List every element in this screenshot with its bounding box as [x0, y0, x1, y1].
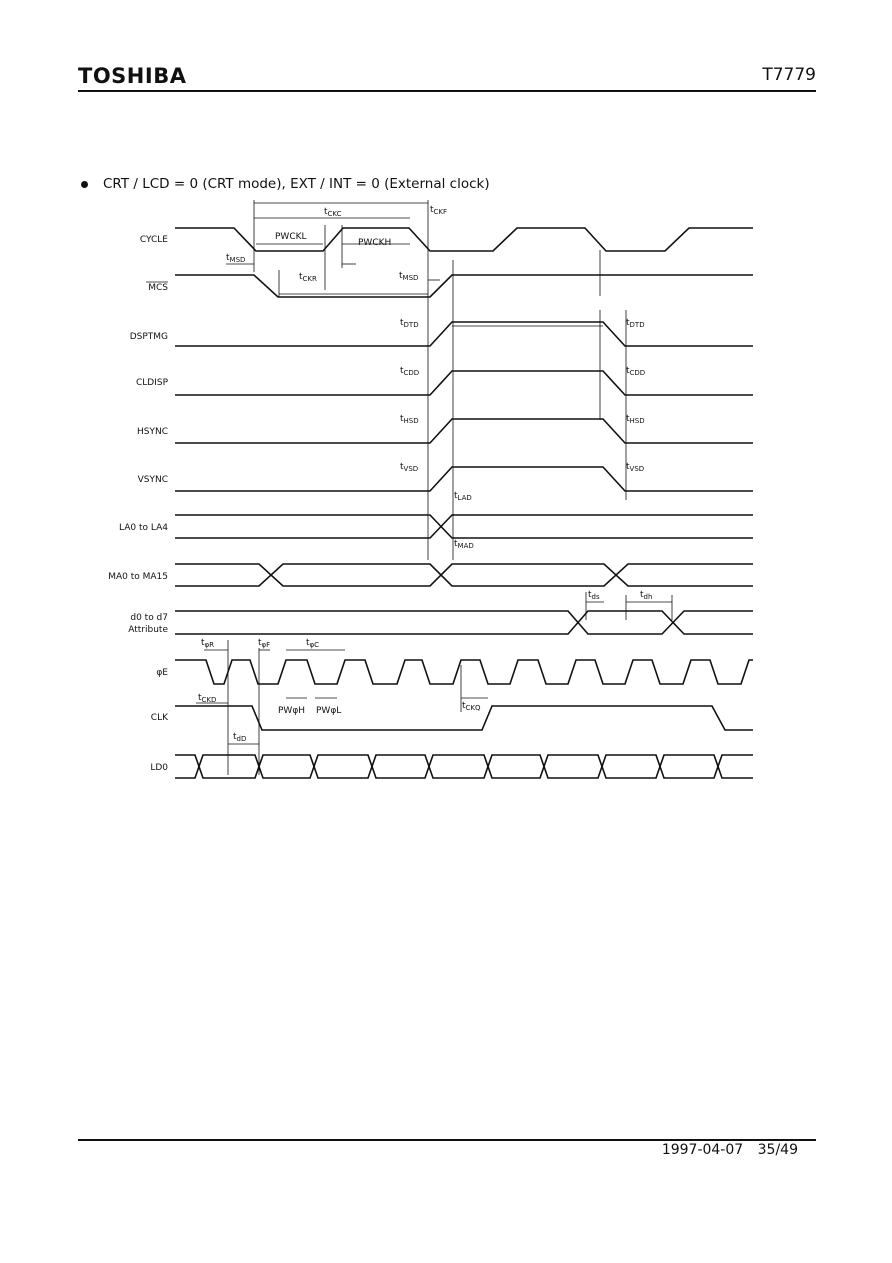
tckr-label: $t_{CKR}$ — [299, 272, 317, 283]
wave-la-bot — [175, 515, 753, 538]
tckc-label: $t_{CKC}$ — [324, 207, 342, 218]
tckd-label: $t_{CKD}$ — [198, 693, 217, 704]
tcdd2-label: $t_{CDD}$ — [626, 366, 646, 377]
footer-rule — [78, 1139, 816, 1141]
tmsd2-label: $t_{MSD}$ — [399, 271, 419, 282]
thsd2-label: $t_{HSD}$ — [626, 414, 645, 425]
wave-vsync — [175, 467, 753, 491]
tdh-label: $t_{dh}$ — [640, 590, 653, 601]
dimension-lines — [196, 203, 672, 744]
page-footer — [662, 1142, 798, 1158]
wave-hsync — [175, 419, 753, 443]
part-number: T7779 — [762, 65, 816, 85]
label-hsync: HSYNC — [137, 427, 168, 437]
tdd-label: $t_{dD}$ — [233, 732, 247, 743]
pwphil-label: PWφL — [316, 706, 342, 716]
pwckl-label: PWCKL — [275, 232, 307, 242]
tphif-label: $t_{\varphi F}$ — [258, 638, 271, 649]
wave-cldisp — [175, 371, 753, 395]
wave-mcs — [175, 275, 753, 297]
label-phie: φE — [156, 668, 168, 678]
wave-la-top — [175, 515, 753, 538]
tlad-label: $t_{LAD}$ — [454, 491, 472, 502]
tvsd1-label: $t_{VSD}$ — [400, 462, 419, 473]
label-vsync: VSYNC — [137, 475, 168, 485]
reference-lines — [228, 200, 672, 775]
label-d: d0 to d7 — [130, 613, 168, 623]
label-dsptmg: DSPTMG — [129, 332, 168, 342]
footer-page: 35/49 — [757, 1142, 798, 1158]
footer-date: 1997-04-07 — [661, 1142, 744, 1158]
section-heading: CRT / LCD = 0 (CRT mode), EXT / INT = 0 (External clock) — [103, 176, 490, 192]
tmad-label: $t_{MAD}$ — [454, 539, 474, 550]
tphir-label: $t_{\varphi R}$ — [201, 638, 215, 649]
label-cldisp: CLDISP — [135, 378, 168, 388]
tdtd2-label: $t_{DTD}$ — [626, 318, 645, 329]
wave-phie — [175, 660, 753, 684]
tmsd1-label: $t_{MSD}$ — [226, 253, 246, 264]
label-la: LA0 to LA4 — [119, 523, 168, 533]
tcdd1-label: $t_{CDD}$ — [400, 366, 420, 377]
label-mcs: MCS — [148, 283, 168, 293]
pwphih-label: PWφH — [278, 706, 306, 716]
tckq-label: $t_{CKQ}$ — [462, 701, 481, 712]
label-attribute: Attribute — [128, 625, 168, 635]
tphic-label: $t_{\varphi C}$ — [306, 638, 320, 649]
pwckh-label: PWCKH — [358, 238, 392, 248]
tckf-label: $t_{CKF}$ — [430, 205, 448, 216]
label-ma: MA0 to MA15 — [108, 572, 168, 582]
label-clk: CLK — [150, 713, 168, 723]
tdtd1-label: $t_{DTD}$ — [400, 318, 419, 329]
tds-label: $t_{ds}$ — [588, 590, 600, 601]
tvsd2-label: $t_{VSD}$ — [626, 462, 645, 473]
label-cycle: CYCLE — [139, 235, 168, 245]
label-ld0: LD0 — [150, 763, 168, 773]
wave-cycle — [175, 228, 753, 251]
toshiba-logo: TOSHIBA — [78, 64, 187, 88]
thsd1-label: $t_{HSD}$ — [400, 414, 419, 425]
